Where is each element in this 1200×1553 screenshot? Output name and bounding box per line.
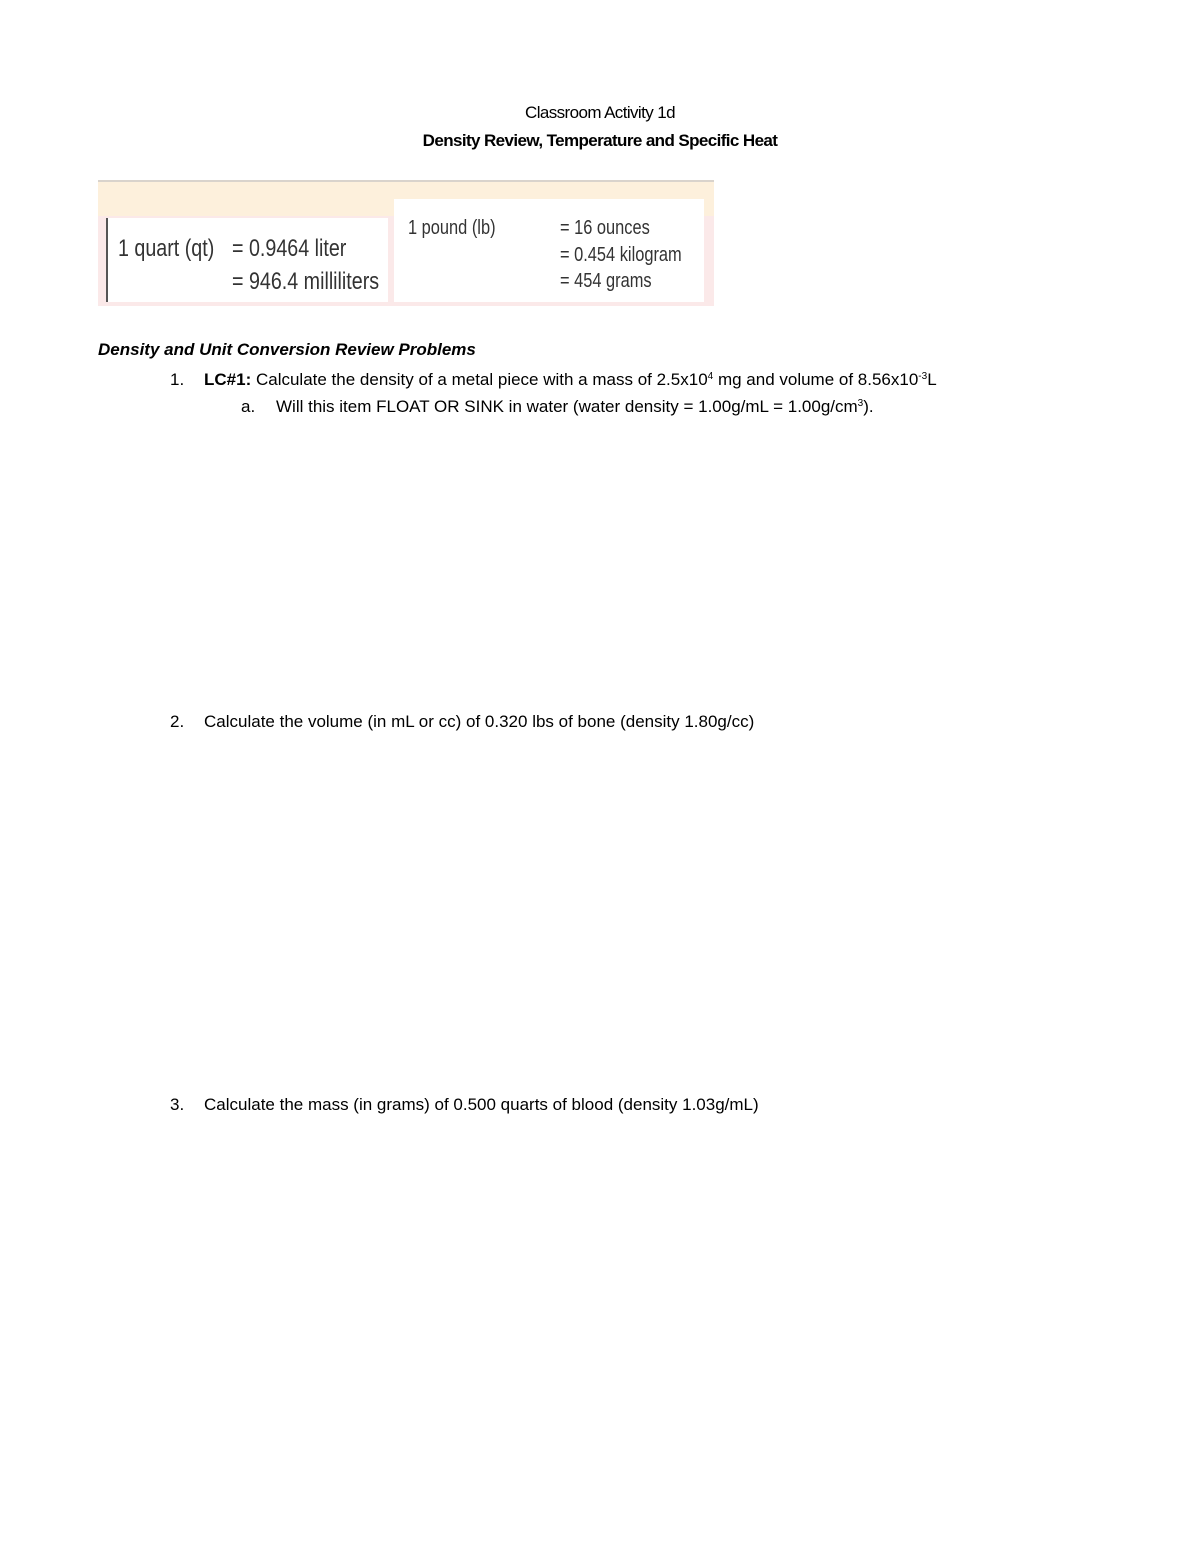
pound-conversion-panel bbox=[394, 199, 704, 302]
quart-liter: = 0.9464 liter bbox=[232, 235, 347, 262]
quart-conversion-panel bbox=[106, 218, 388, 302]
pound-ounces: = 16 ounces bbox=[560, 217, 650, 239]
question-1a-letter: a. bbox=[241, 397, 256, 416]
conversion-table-image bbox=[98, 180, 714, 306]
question-1a bbox=[276, 397, 874, 417]
document-title: Classroom Activity 1d bbox=[525, 103, 675, 122]
question-1a-exp: 3 bbox=[857, 398, 864, 409]
question-3: Calculate the mass (in grams) of 0.500 quarts of blood (density 1.03g/mL) bbox=[204, 1095, 759, 1114]
question-1 bbox=[204, 370, 937, 390]
section-heading: Density and Unit Conversion Review Problems bbox=[98, 340, 476, 359]
question-2: Calculate the volume (in mL or cc) of 0.320 lbs of bone (density 1.80g/cc) bbox=[204, 712, 755, 731]
quart-unit: 1 quart (qt) bbox=[118, 235, 215, 262]
question-1-number: 1. bbox=[170, 370, 185, 389]
question-3-number: 3. bbox=[170, 1095, 185, 1114]
pound-unit: 1 pound (lb) bbox=[408, 217, 496, 239]
question-1-text-a: Calculate the density of a metal piece with a mass of 2.5x10 bbox=[251, 370, 708, 389]
question-1-exp1: 4 bbox=[707, 371, 714, 382]
question-1-label: LC#1: bbox=[204, 370, 252, 389]
question-1a-text-b: ). bbox=[863, 397, 874, 416]
pound-kilogram: = 0.454 kilogram bbox=[560, 244, 682, 266]
question-1-text-c: L bbox=[927, 370, 937, 389]
question-1-text-b: mg and volume of 8.56x10 bbox=[713, 370, 919, 389]
document-subtitle: Density Review, Temperature and Specific Heat bbox=[422, 131, 778, 150]
question-1-exp2: -3 bbox=[918, 371, 928, 382]
pound-grams: = 454 grams bbox=[560, 270, 652, 292]
question-1a-text-a: Will this item FLOAT OR SINK in water (water density = 1.00g/mL = 1.00g/cm bbox=[276, 397, 858, 416]
quart-milliliters: = 946.4 milliliters bbox=[232, 268, 380, 295]
question-2-number: 2. bbox=[170, 712, 185, 731]
